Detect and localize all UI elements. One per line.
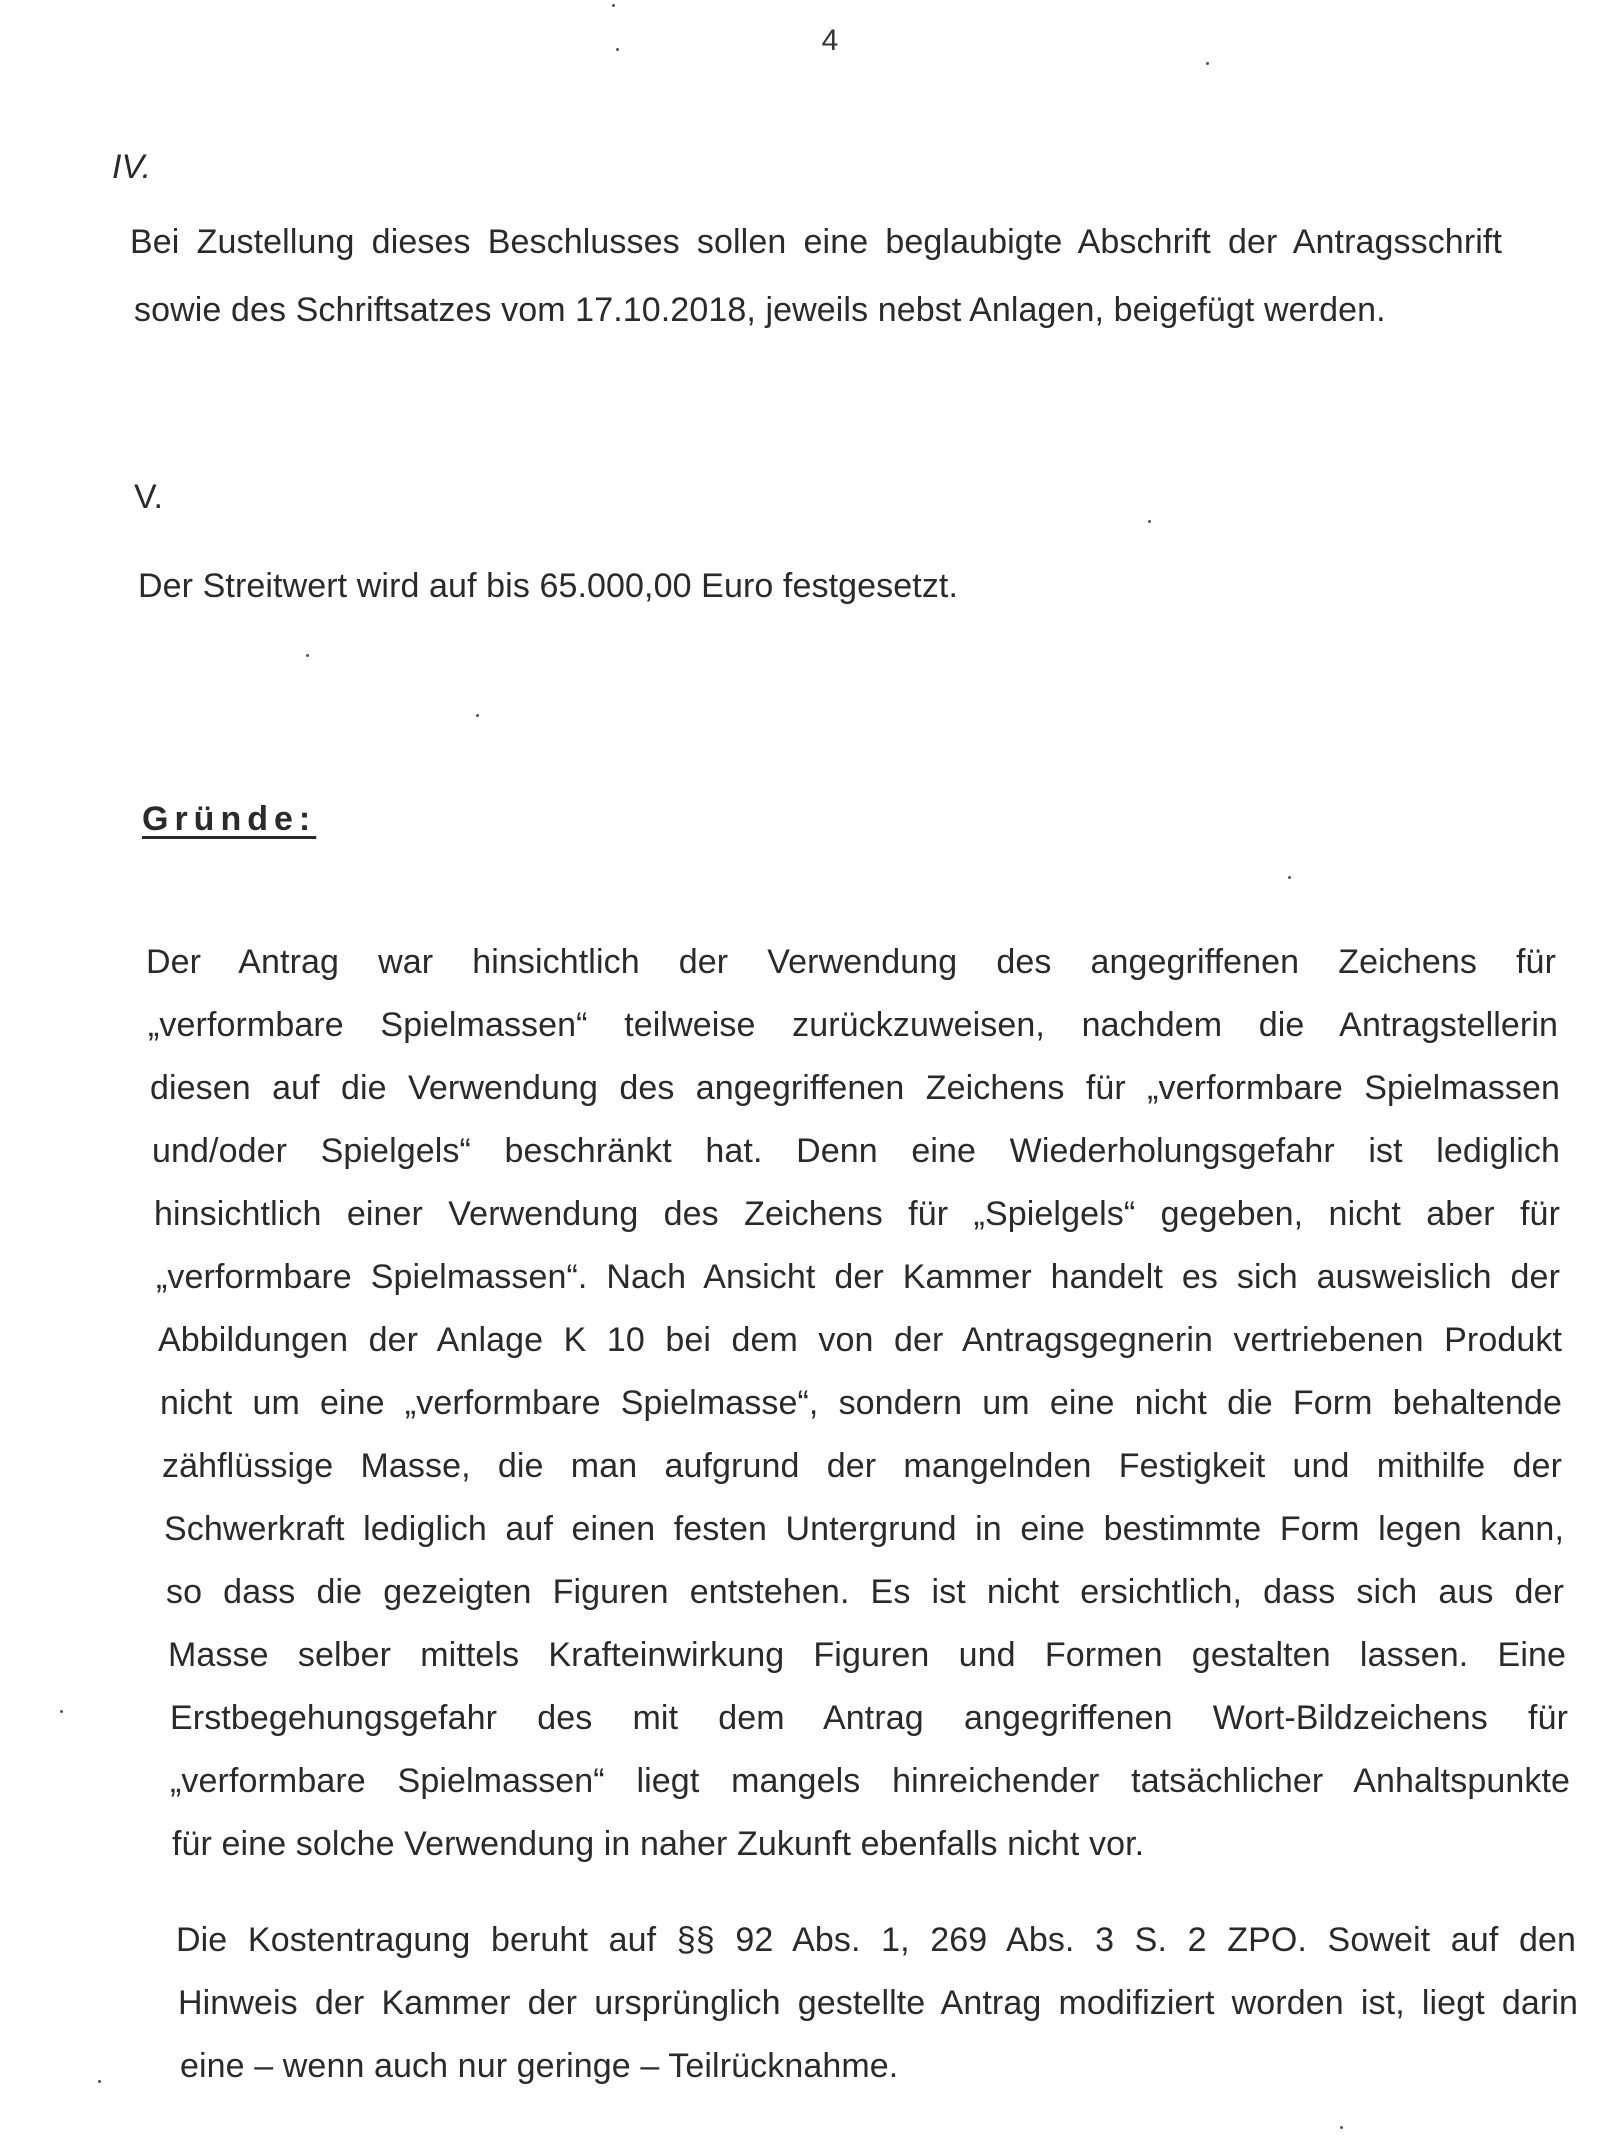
paragraph-1-line: „verformbare Spielmassen“. Nach Ansicht der Kammer handelt es sich ausweislich der [156,1258,1560,1296]
paragraph-1-line: so dass die gezeigten Figuren entstehen. Es ist nicht ersichtlich, dass sich aus der [166,1573,1564,1611]
scan-speck [1288,876,1291,879]
paragraph-1-line: Masse selber mittels Krafteinwirkung Figuren und Formen gestalten lassen. Eine [168,1636,1566,1674]
paragraph-2-line: Hinweis der Kammer der ursprünglich gestellte Antrag modifiziert worden ist, liegt darin [178,1984,1578,2022]
paragraph-1-line: Erstbegehungsgefahr des mit dem Antrag angegriffenen Wort-Bildzeichens für [170,1699,1568,1737]
paragraph-1-line: zähflüssige Masse, die man aufgrund der mangelnden Festigkeit und mithilfe der [162,1447,1562,1485]
section-iv-line-2: sowie des Schriftsatzes vom 17.10.2018, jeweils nebst Anlagen, beigefügt werden. [134,291,1386,329]
section-iv-number: IV. [112,148,152,186]
scan-speck [1340,2126,1343,2129]
scan-speck [612,4,615,7]
paragraph-1-line: und/oder Spielgels“ beschränkt hat. Denn eine Wiederholungsgefahr ist lediglich [152,1132,1560,1170]
page-number: 4 [821,24,839,57]
scan-speck [306,654,309,657]
paragraph-1-line: „verformbare Spielmassen“ teilweise zurückzuweisen, nachdem die Antragstellerin [148,1006,1558,1044]
paragraph-1-line: Abbildungen der Anlage K 10 bei dem von der Antragsgegnerin vertriebenen Produkt [158,1321,1562,1359]
section-iv-line-1: Bei Zustellung dieses Beschlusses sollen eine beglaubigte Abschrift der Antragsschrift [130,223,1502,261]
paragraph-1-line: „verformbare Spielmassen“ liegt mangels hinreichender tatsächlicher Anhaltspunkte [170,1762,1570,1800]
section-v-number: V. [134,478,164,516]
scan-speck [60,1710,63,1713]
scan-speck [616,48,619,51]
scan-speck [1206,62,1209,65]
paragraph-1-line: diesen auf die Verwendung des angegriffenen Zeichens für „verformbare Spielmassen [150,1069,1560,1107]
paragraph-1-line: Schwerkraft lediglich auf einen festen Untergrund in eine bestimmte Form legen kann, [164,1510,1564,1548]
scan-speck [98,2080,101,2083]
section-v-line-1: Der Streitwert wird auf bis 65.000,00 Euro festgesetzt. [138,567,959,605]
paragraph-1-line: nicht um eine „verformbare Spielmasse“, sondern um eine nicht die Form behaltende [160,1384,1562,1422]
scan-speck [1148,520,1151,523]
paragraph-1-line: Der Antrag war hinsichtlich der Verwendung des angegriffenen Zeichens für [146,943,1556,981]
paragraph-2-line: eine – wenn auch nur geringe – Teilrücknahme. [180,2047,899,2085]
paragraph-1-line: hinsichtlich einer Verwendung des Zeichens für „Spielgels“ gegeben, nicht aber für [154,1195,1560,1233]
grounds-heading: Gründe: [142,800,317,838]
paragraph-2-line: Die Kostentragung beruht auf §§ 92 Abs. 1, 269 Abs. 3 S. 2 ZPO. Soweit auf den [176,1921,1576,1959]
paragraph-1-line: für eine solche Verwendung in naher Zukunft ebenfalls nicht vor. [172,1825,1145,1863]
scan-speck [476,714,479,717]
